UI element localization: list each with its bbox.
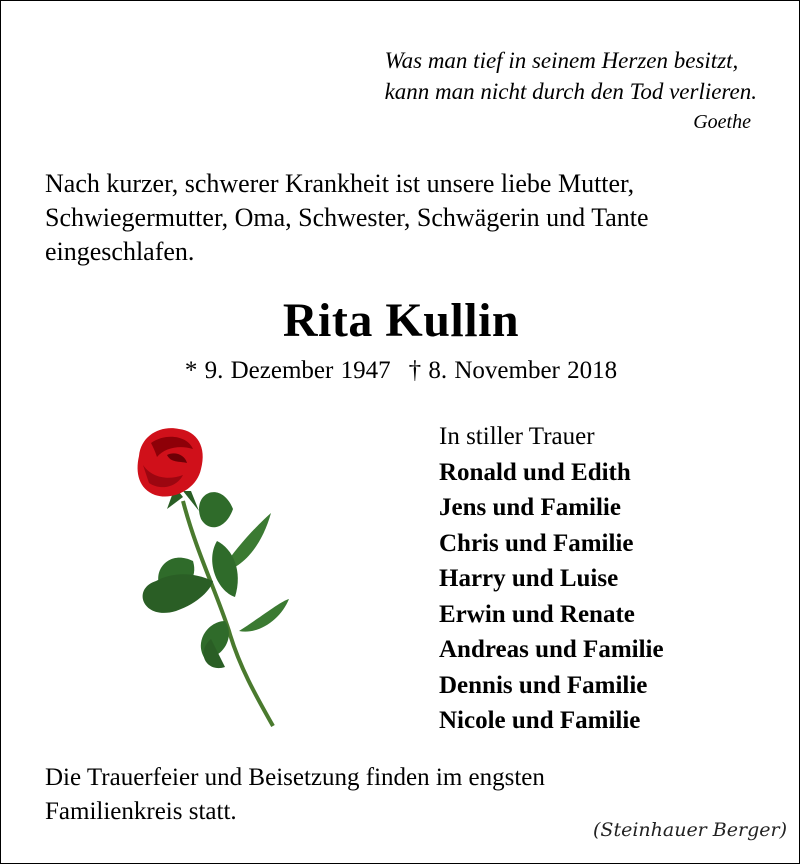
mourner-name: Jens und Familie <box>439 494 621 521</box>
death-date: † 8. November 2018 <box>408 357 618 384</box>
mourner-name: Chris und Familie <box>439 529 634 557</box>
quote-line-2: kann man nicht durch den Tod verlieren. <box>384 79 757 104</box>
intro-line-2: Schwiegermutter, Oma, Schwester, Schwägerin und Tante <box>45 203 649 232</box>
signature: (Steinhauer Berger) <box>593 819 787 841</box>
mourner-name: Nicole und Familie <box>439 707 641 734</box>
intro-text <box>45 167 765 269</box>
intro-line-3: eingeschlafen. <box>45 237 195 266</box>
red-rose-icon <box>121 421 311 731</box>
mourners-list <box>439 419 664 739</box>
mourner-name: Andreas und Familie <box>439 636 664 663</box>
quote <box>385 45 757 107</box>
mourner-name: Dennis und Familie <box>439 671 648 699</box>
quote-line-1: Was man tief in seinem Herzen besitzt, <box>384 48 739 73</box>
closing-line-1: Die Trauerfeier und Beisetzung finden im engsten <box>45 764 545 791</box>
mourners-lead: In stiller Trauer <box>439 423 595 450</box>
deceased-name: Rita Kullin <box>282 294 520 347</box>
mourner-name: Harry und Luise <box>439 565 619 592</box>
mourner-name: Erwin und Renate <box>439 600 635 628</box>
life-dates <box>1 357 800 385</box>
quote-author: Goethe <box>693 111 751 133</box>
mourner-name: Ronald und Edith <box>439 458 631 486</box>
closing-line-2: Familienkreis statt. <box>45 798 237 825</box>
intro-line-1: Nach kurzer, schwerer Krankheit ist unsere liebe Mutter, <box>45 169 635 198</box>
birth-date: * 9. Dezember 1947 <box>184 357 391 384</box>
